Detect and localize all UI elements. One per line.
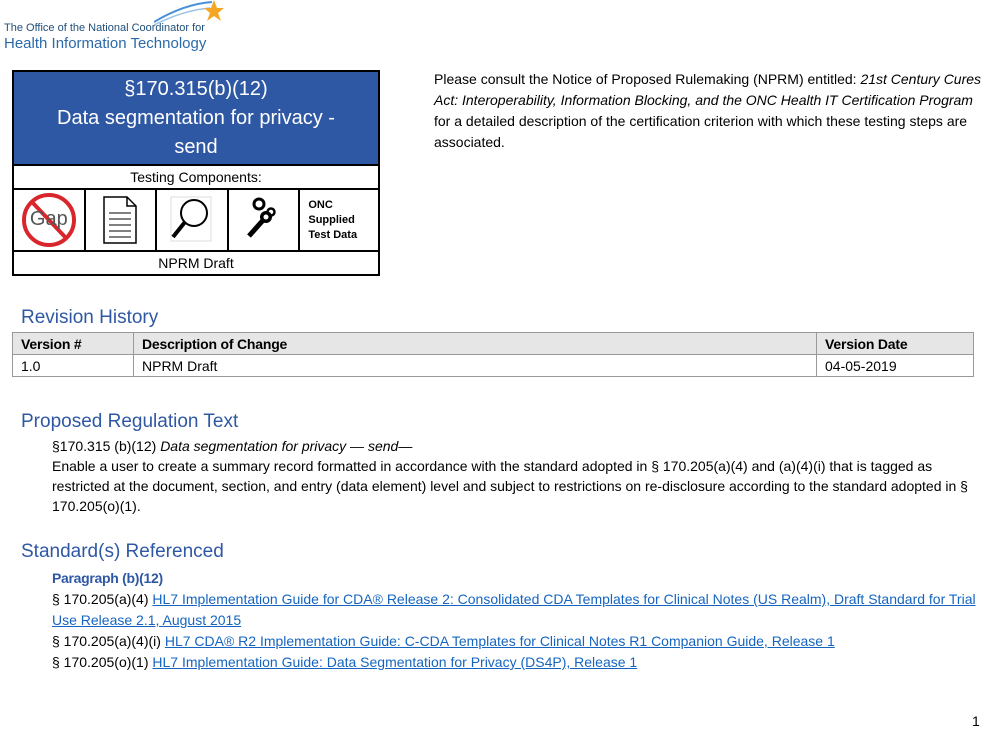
document-icon [86, 190, 158, 250]
paragraph-label: Paragraph (b)(12) [52, 570, 163, 586]
col-description: Description of Change [134, 333, 817, 355]
criterion-title: Data segmentation for privacy - send [57, 107, 335, 158]
list-item: § 170.205(a)(4)(i) HL7 CDA® R2 Implementation Guide: C-CDA Templates for Clinical Notes R1 Companion Guide, Release 1 [52, 633, 835, 649]
regulation-citation: §170.315 (b)(12) Data segmentation for privacy — send— [52, 438, 413, 454]
criterion-status: NPRM Draft [158, 255, 234, 271]
table-row: 1.0 NPRM Draft 04-05-2019 [13, 355, 974, 377]
testing-components-icons [14, 190, 378, 252]
col-version: Version # [13, 333, 134, 355]
list-item: § 170.205(o)(1) HL7 Implementation Guide: Data Segmentation for Privacy (DS4P), Release 1 [52, 654, 638, 670]
standards-heading: Standard(s) Referenced [21, 541, 224, 562]
criterion-header [14, 72, 378, 166]
revision-history-table [12, 332, 974, 377]
magnifier-icon [157, 190, 229, 250]
logo-line1: The Office of the National Coordinator for [4, 22, 205, 34]
tools-icon [229, 190, 301, 250]
criterion-number: §170.315(b)(12) [124, 78, 268, 100]
col-date: Version Date [817, 333, 974, 355]
page-number: 1 [972, 713, 980, 729]
revision-history-heading: Revision History [21, 307, 159, 328]
gap-icon [14, 190, 86, 250]
nprm-note: Please consult the Notice of Proposed Rulemaking (NPRM) entitled: 21st Century Cures Act: Interoperability, Information Blocking, and the ONC Health IT Certification Program for a detailed description of the certification criterion with which these testing steps are associated. [434, 71, 982, 150]
logo-line2: Health Information Technology [4, 35, 207, 52]
testing-components-label: Testing Components: [14, 166, 378, 190]
onc-test-data-label: ONC Supplied Test Data [308, 198, 358, 241]
standard-link-ccda-2-1[interactable]: HL7 Implementation Guide for CDA® Release 2: Consolidated CDA Templates for Clinical Notes (US Realm), Draft Standard for Trial Use Release 2.1, August 2015 [52, 591, 976, 628]
regulation-body: Enable a user to create a summary record formatted in accordance with the standard adopted in § 170.205(a)(4) and (a)(4)(i) that is tagged as restricted at the document, section, and entry (data element) level and subject to restrictions on re-disclosure according to the standard adopted in § 170.205(o)(1). [52, 458, 968, 514]
standard-link-ds4p[interactable]: HL7 Implementation Guide: Data Segmentation for Privacy (DS4P), Release 1 [152, 654, 638, 670]
criterion-box [12, 70, 380, 276]
standards-list [52, 568, 982, 673]
list-item: § 170.205(a)(4) HL7 Implementation Guide for CDA® Release 2: Consolidated CDA Templates for Clinical Notes (US Realm), Draft Standard for Trial Use Release 2.1, August 2015 [52, 591, 976, 628]
regulation-heading: Proposed Regulation Text [21, 411, 239, 432]
standard-link-ccda-companion[interactable]: HL7 CDA® R2 Implementation Guide: C-CDA Templates for Clinical Notes R1 Companion Guide, Release 1 [164, 633, 835, 649]
gap-label: Gap [29, 208, 68, 230]
regulation-text [52, 436, 972, 516]
onc-logo [4, 4, 234, 54]
